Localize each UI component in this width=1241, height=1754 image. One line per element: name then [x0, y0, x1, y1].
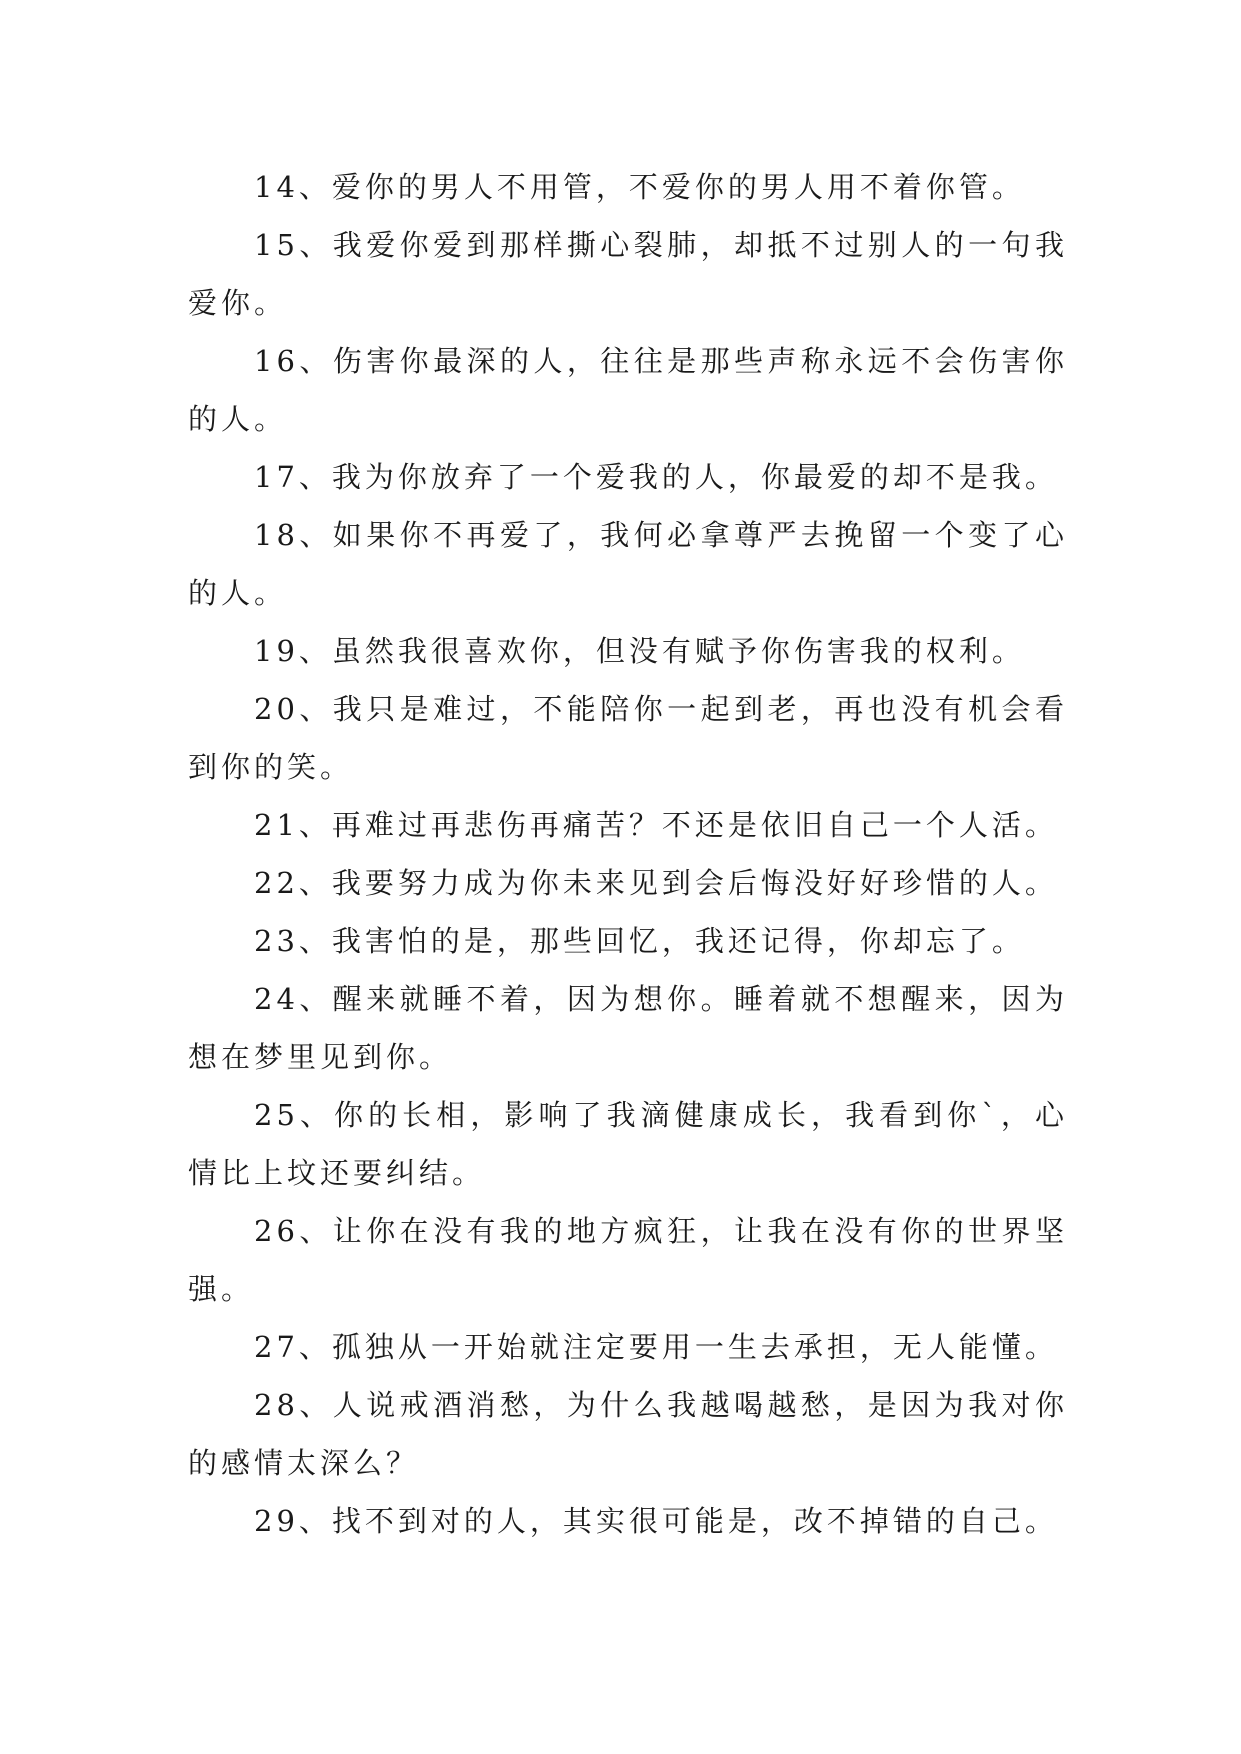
paragraph-15: 15、我爱你爱到那样撕心裂肺，却抵不过别人的一句我爱你。	[188, 228, 1068, 320]
paragraph-23: 23、我害怕的是，那些回忆，我还记得，你却忘了。	[254, 924, 1025, 958]
paragraph-19: 19、虽然我很喜欢你，但没有赋予你伤害我的权利。	[254, 634, 1025, 668]
paragraph-22: 22、我要努力成为你未来见到会后悔没好好珍惜的人。	[254, 866, 1058, 900]
paragraph-17: 17、我为你放弃了一个爱我的人，你最爱的却不是我。	[254, 460, 1058, 494]
paragraph-16: 16、伤害你最深的人，往往是那些声称永远不会伤害你的人。	[188, 344, 1068, 436]
paragraph-27: 27、孤独从一开始就注定要用一生去承担，无人能懂。	[254, 1330, 1058, 1364]
paragraph-25: 25、你的长相，影响了我滴健康成长，我看到你`，心情比上坟还要纠结。	[188, 1098, 1068, 1190]
paragraph-28: 28、人说戒酒消愁，为什么我越喝越愁，是因为我对你的感情太深么？	[188, 1388, 1068, 1480]
paragraph-29: 29、找不到对的人，其实很可能是，改不掉错的自己。	[254, 1504, 1058, 1538]
paragraph-20: 20、我只是难过，不能陪你一起到老，再也没有机会看到你的笑。	[188, 692, 1068, 784]
paragraph-14: 14、爱你的男人不用管，不爱你的男人用不着你管。	[254, 170, 1025, 204]
document-body	[188, 158, 1068, 1550]
paragraph-24: 24、醒来就睡不着，因为想你。睡着就不想醒来，因为想在梦里见到你。	[188, 982, 1068, 1074]
paragraph-26: 26、让你在没有我的地方疯狂，让我在没有你的世界坚强。	[188, 1214, 1068, 1306]
paragraph-18: 18、如果你不再爱了，我何必拿尊严去挽留一个变了心的人。	[188, 518, 1068, 610]
paragraph-21: 21、再难过再悲伤再痛苦？不还是依旧自己一个人活。	[254, 808, 1058, 842]
